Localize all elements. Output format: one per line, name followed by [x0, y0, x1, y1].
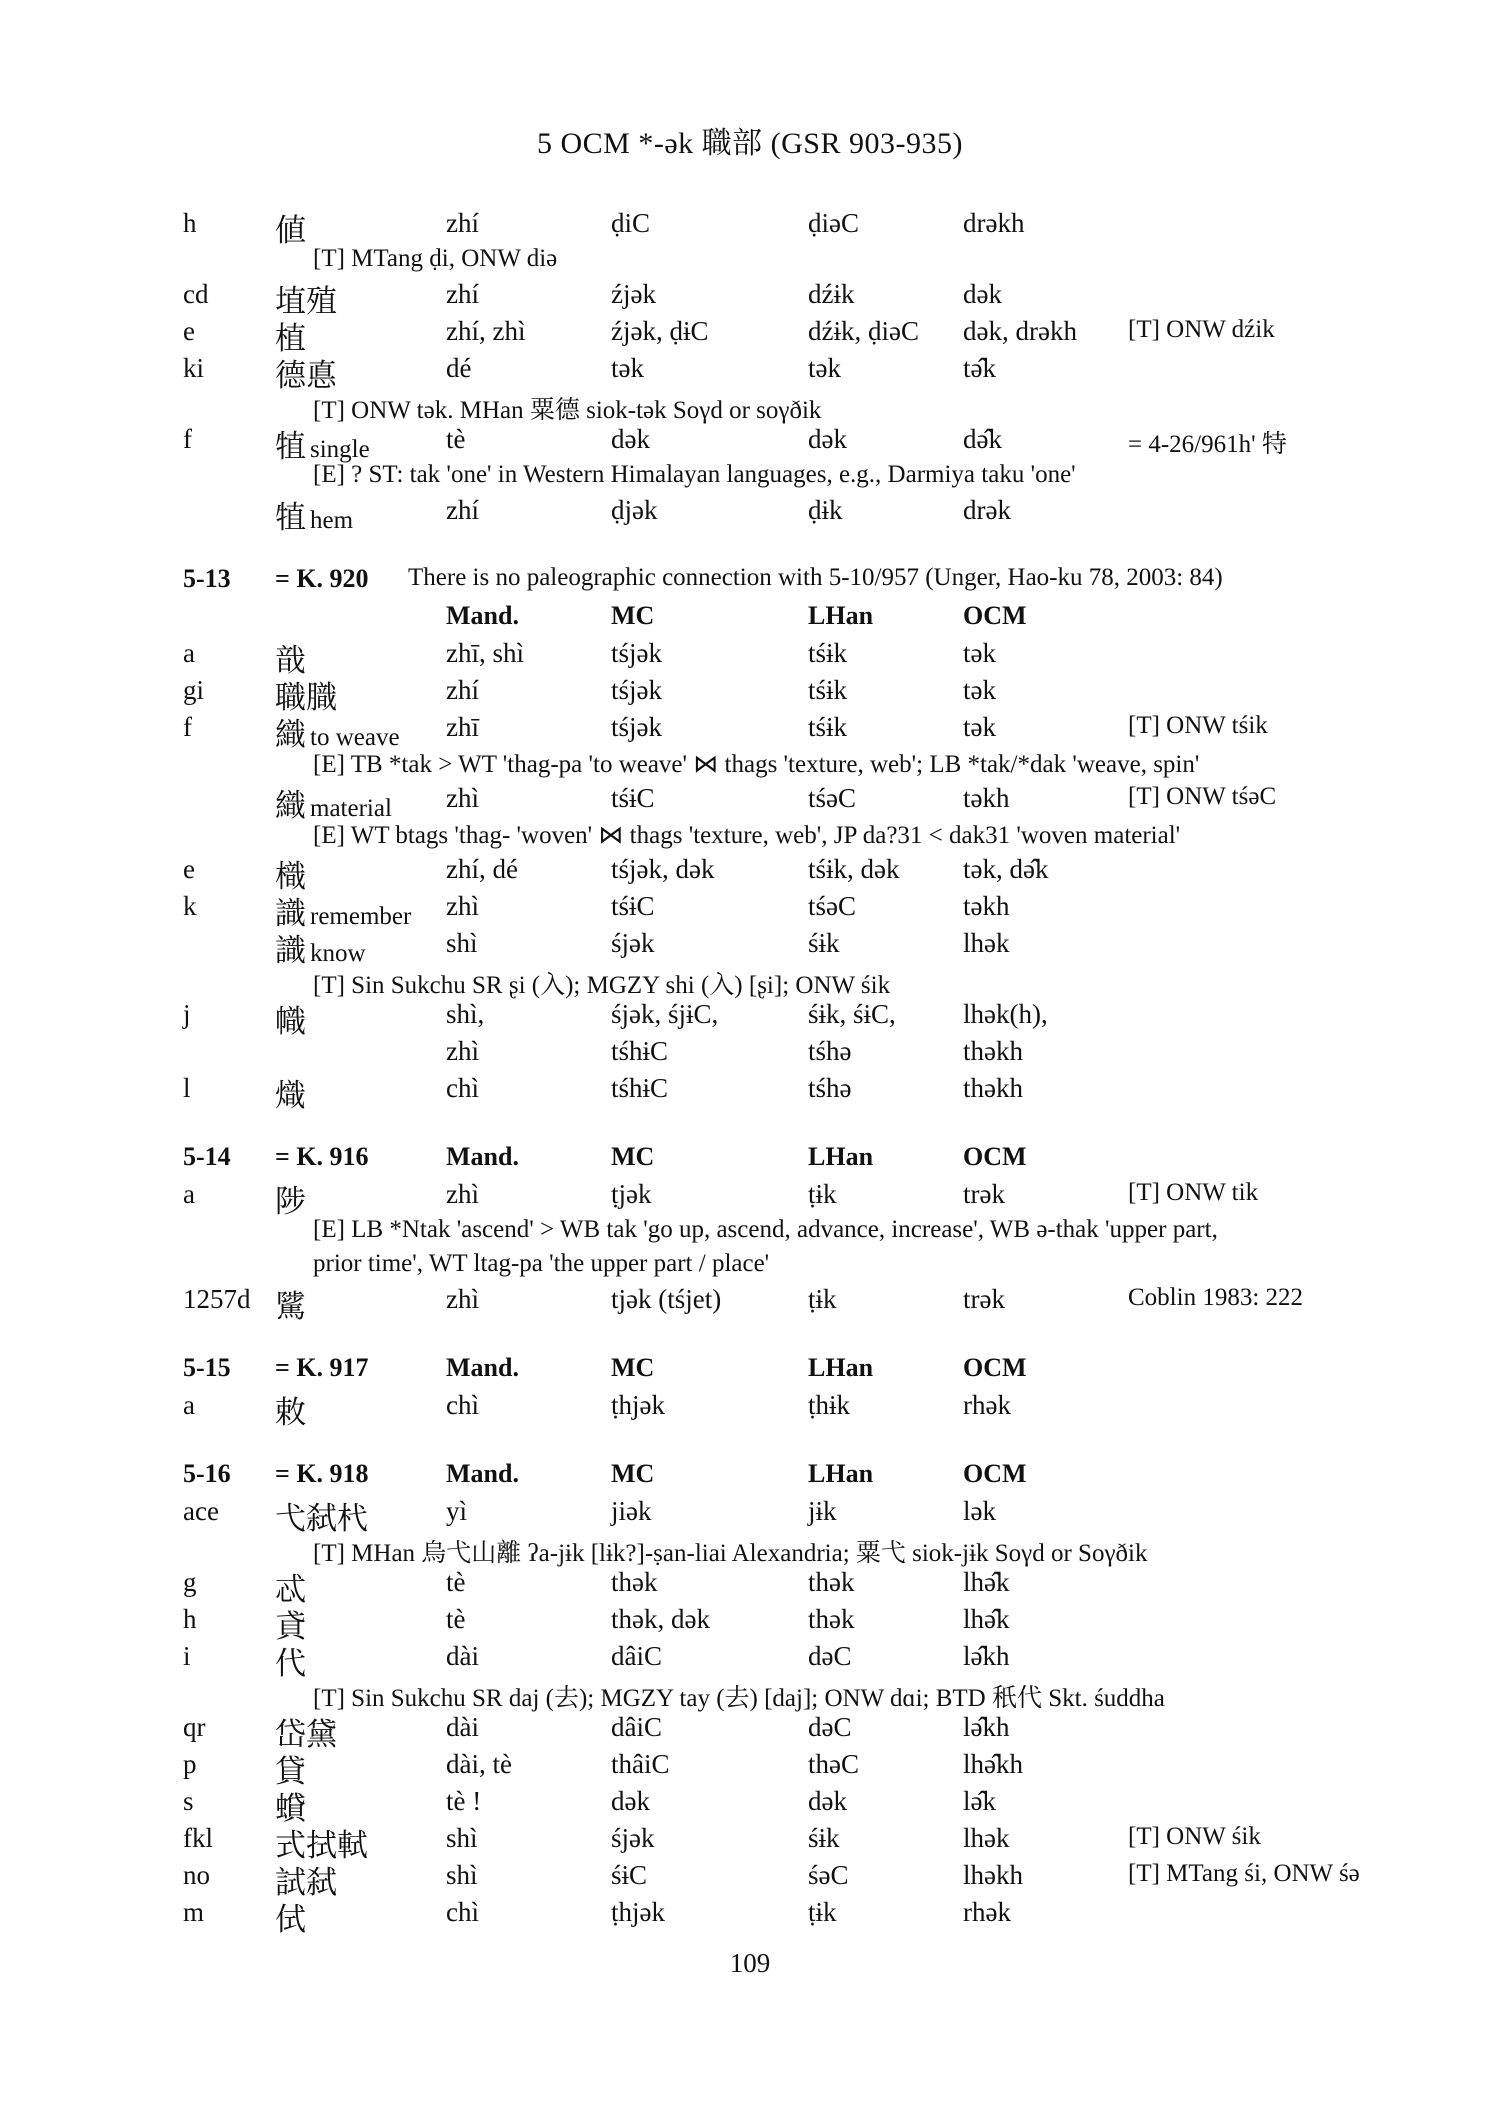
later-han-reading: dəC — [808, 1641, 852, 1671]
entry-row — [183, 316, 1353, 357]
old-chinese-reading: lhə̂k — [963, 1604, 1010, 1634]
entry-row — [183, 891, 1353, 932]
annotation-text: [E] LB *Ntak 'ascend' > WB tak 'go up, ascend, advance, increase', WB ə-thak 'upper part, — [313, 1216, 1218, 1243]
gloss: to weave — [310, 724, 400, 751]
entry-row — [183, 1712, 1353, 1753]
old-chinese-reading: dək, drəkh — [963, 316, 1077, 346]
section-header-row — [183, 1142, 1353, 1179]
chinese-characters: 貣 — [275, 1609, 306, 1645]
section-header-row — [183, 1459, 1353, 1496]
annotation-text: prior time', WT ltag-pa 'the upper part / place' — [313, 1250, 770, 1277]
middle-chinese-reading: śjək — [611, 1823, 655, 1853]
entry-row — [183, 1496, 1353, 1537]
mandarin-reading: zhí — [446, 675, 479, 705]
section-header-row — [183, 564, 1353, 601]
entry-row — [183, 495, 1353, 536]
side-note: = 4-26/961h' 特 — [1128, 431, 1287, 458]
karlgren-ref: = K. 916 — [275, 1142, 369, 1171]
chinese-characters: 識 remember — [275, 896, 412, 932]
mandarin-reading: zhí, zhì — [446, 316, 526, 346]
old-chinese-reading: trək — [963, 1179, 1005, 1209]
annotation-row — [183, 1216, 1353, 1250]
chinese-characters: 樴 — [275, 859, 306, 895]
mandarin-reading: zhì — [446, 891, 479, 921]
chinese-characters: 犆 single — [275, 429, 370, 465]
chinese-characters: 犆 hem — [275, 500, 354, 536]
old-chinese-reading: lhək(h), — [963, 999, 1048, 1029]
old-chinese-reading: lhə̂k — [963, 1567, 1010, 1597]
entry-key: 5-14 — [183, 1142, 231, 1171]
side-note: [T] ONW tśik — [1128, 712, 1268, 739]
old-chinese-reading: lhək — [963, 928, 1010, 958]
entry-key: 5-16 — [183, 1459, 231, 1488]
chinese-characters: 蟘 — [275, 1791, 306, 1827]
later-han-reading: śɨk — [808, 1823, 840, 1853]
old-chinese-reading: dək — [963, 279, 1002, 309]
middle-chinese-reading: dâiC — [611, 1641, 662, 1671]
chinese-characters: 識 know — [275, 933, 366, 969]
later-han-reading: LHan — [808, 1142, 874, 1171]
old-chinese-reading: lək — [963, 1496, 996, 1526]
old-chinese-reading: təkh — [963, 891, 1010, 921]
entry-key: s — [183, 1786, 194, 1816]
entry-row — [183, 1073, 1353, 1114]
chinese-characters: 敕 — [275, 1395, 306, 1431]
annotation-row — [183, 245, 1353, 279]
mandarin-reading: shì, — [446, 999, 485, 1029]
old-chinese-reading: lhəkh — [963, 1860, 1023, 1890]
middle-chinese-reading: MC — [611, 1142, 655, 1171]
entry-key: ki — [183, 353, 205, 383]
later-han-reading: thək — [808, 1604, 855, 1634]
old-chinese-reading: thəkh — [963, 1036, 1023, 1066]
entry-row — [183, 999, 1353, 1040]
old-chinese-reading: lə̂k — [963, 1786, 996, 1816]
mandarin-reading: chì — [446, 1390, 479, 1420]
side-note: [T] ONW tśəC — [1128, 783, 1277, 810]
middle-chinese-reading: źjək — [611, 279, 656, 309]
side-note: [T] ONW tik — [1128, 1179, 1259, 1206]
entry-key: j — [183, 999, 191, 1029]
later-han-reading: LHan — [808, 1353, 874, 1382]
side-note: Coblin 1983: 222 — [1128, 1284, 1304, 1311]
old-chinese-reading: tək — [963, 638, 996, 668]
chinese-characters: 騭 — [275, 1289, 306, 1325]
entry-row — [183, 279, 1353, 320]
later-han-reading: dəC — [808, 1712, 852, 1742]
later-han-reading: thək — [808, 1567, 855, 1597]
mandarin-reading: shì — [446, 1823, 478, 1853]
later-han-reading: tśɨk — [808, 712, 848, 742]
section-header-row — [183, 1353, 1353, 1390]
gloss: remember — [310, 903, 412, 930]
old-chinese-reading: tək — [963, 712, 996, 742]
entry-key: f — [183, 424, 192, 454]
chinese-characters: 職膱 — [275, 680, 337, 716]
side-note: [T] ONW dźik — [1128, 316, 1275, 343]
middle-chinese-reading: thâiC — [611, 1749, 670, 1779]
mandarin-reading: dài, tè — [446, 1749, 512, 1779]
mandarin-reading: zhí — [446, 495, 479, 525]
later-han-reading: tək — [808, 353, 841, 383]
later-han-reading: ḍɨk — [808, 495, 843, 525]
annotation-text: [E] ? ST: tak 'one' in Western Himalayan languages, e.g., Darmiya taku 'one' — [313, 461, 1076, 488]
old-chinese-reading: təkh — [963, 783, 1010, 813]
chinese-characters: 德悳 — [275, 358, 337, 394]
middle-chinese-reading: dâiC — [611, 1712, 662, 1742]
later-han-reading: ḍiəC — [808, 208, 859, 238]
later-han-reading: dək — [808, 1786, 847, 1816]
karlgren-ref: = K. 918 — [275, 1459, 369, 1488]
entry-row — [183, 712, 1353, 753]
old-chinese-reading: OCM — [963, 1459, 1027, 1488]
entry-row — [183, 424, 1353, 465]
entry-key: e — [183, 854, 195, 884]
mandarin-reading: zhì — [446, 783, 479, 813]
middle-chinese-reading: MC — [611, 1459, 655, 1488]
later-han-reading: thəC — [808, 1749, 859, 1779]
later-han-reading: ṭhɨk — [808, 1390, 851, 1420]
middle-chinese-reading: ṭhjək — [611, 1897, 665, 1927]
mandarin-reading: dài — [446, 1712, 479, 1742]
mandarin-reading: shì — [446, 928, 478, 958]
later-han-reading: ṭɨk — [808, 1179, 837, 1209]
middle-chinese-reading: tśjək, dək — [611, 854, 715, 884]
chinese-characters: 試弑 — [275, 1865, 337, 1901]
old-chinese-reading: tə̂k — [963, 353, 996, 383]
later-han-reading: tśɨk, dək — [808, 854, 900, 884]
mandarin-reading: chì — [446, 1073, 479, 1103]
entry-key: m — [183, 1897, 205, 1927]
chinese-characters: 熾 — [275, 1078, 306, 1114]
middle-chinese-reading: tjək (tśjet) — [611, 1284, 722, 1314]
middle-chinese-reading: tśhɨC — [611, 1073, 669, 1103]
annotation-row — [183, 820, 1353, 854]
entry-row — [183, 1786, 1353, 1827]
entry-row — [183, 1567, 1353, 1608]
middle-chinese-reading: jiək — [611, 1496, 652, 1526]
annotation-text: [T] MHan 烏弋山離 ʔa-jɨk [lɨk?]-ṣan-liai Alexandria; 粟弋 siok-jɨk Soγd or Soγðik — [313, 1540, 1148, 1567]
middle-chinese-reading: tśhɨC — [611, 1036, 669, 1066]
annotation-text: [T] Sin Sukchu SR daj (去); MGZY tay (去) [daj]; ONW dɑi; BTD 秖代 Skt. śuddha — [313, 1685, 1165, 1712]
later-han-reading: tśɨk — [808, 638, 848, 668]
entry-key: 5-13 — [183, 564, 231, 593]
entry-key: cd — [183, 279, 209, 309]
later-han-reading: śɨk — [808, 928, 840, 958]
entry-key: fkl — [183, 1823, 213, 1853]
chinese-characters: 織 material — [275, 788, 392, 824]
middle-chinese-reading: thək — [611, 1567, 658, 1597]
mandarin-reading: dài — [446, 1641, 479, 1671]
middle-chinese-reading: ṭhjək — [611, 1390, 665, 1420]
entry-key: 1257d — [183, 1284, 251, 1314]
annotation-row — [183, 1533, 1353, 1567]
karlgren-ref: = K. 917 — [275, 1353, 369, 1382]
middle-chinese-reading: MC — [611, 1353, 655, 1382]
annotation-text: [T] ONW tək. MHan 粟德 siok-tək Soγd or soγðik — [313, 397, 822, 424]
entry-row — [183, 1036, 1353, 1073]
mandarin-reading: zhí — [446, 279, 479, 309]
gloss: material — [310, 795, 392, 822]
chinese-characters: 貸 — [275, 1754, 306, 1790]
chinese-characters: 弋弑杙 — [275, 1501, 368, 1537]
entry-row — [183, 1179, 1353, 1220]
later-han-reading: dźɨk — [808, 279, 855, 309]
old-chinese-reading: trək — [963, 1284, 1005, 1314]
old-chinese-reading: OCM — [963, 601, 1027, 630]
mandarin-reading: zhī — [446, 712, 479, 742]
entry-key: f — [183, 712, 192, 742]
annotation-row — [183, 461, 1353, 495]
old-chinese-reading: tək — [963, 675, 996, 705]
old-chinese-reading: thəkh — [963, 1073, 1023, 1103]
middle-chinese-reading: tśjək — [611, 675, 662, 705]
mandarin-reading: tè — [446, 1604, 466, 1634]
middle-chinese-reading: tśɨC — [611, 783, 655, 813]
later-han-reading: ṭɨk — [808, 1897, 837, 1927]
mandarin-reading: yì — [446, 1496, 468, 1526]
entry-key: gi — [183, 675, 205, 705]
mandarin-reading: Mand. — [446, 1353, 519, 1382]
entry-row — [183, 638, 1353, 679]
entry-row — [183, 783, 1353, 824]
mandarin-reading: zhí, dé — [446, 854, 518, 884]
chinese-characters: 式拭軾 — [275, 1828, 368, 1864]
entry-row — [183, 1897, 1353, 1938]
chinese-characters: 埴殖 — [275, 284, 337, 320]
entry-key: no — [183, 1860, 210, 1890]
mandarin-reading: tè — [446, 1567, 466, 1597]
annotation-row — [183, 965, 1353, 999]
mandarin-reading: Mand. — [446, 601, 519, 630]
section-header-row — [183, 601, 1353, 638]
chinese-characters: 岱黛 — [275, 1717, 337, 1753]
mandarin-reading: shì — [446, 1860, 478, 1890]
entry-key: h — [183, 1604, 197, 1634]
entry-key: p — [183, 1749, 197, 1779]
entry-key: l — [183, 1073, 191, 1103]
old-chinese-reading: lhə̂kh — [963, 1749, 1023, 1779]
mandarin-reading: tè — [446, 424, 466, 454]
old-chinese-reading: lə̂kh — [963, 1712, 1010, 1742]
side-note: [T] ONW śik — [1128, 1823, 1261, 1850]
old-chinese-reading: rhək — [963, 1390, 1011, 1420]
annotation-text: [E] TB *tak > WT 'thag-pa 'to weave' ⋈ thags 'texture, web'; LB *tak/*dak 'weave, spin' — [313, 751, 1200, 778]
middle-chinese-reading: śɨC — [611, 1860, 648, 1890]
entry-row — [183, 928, 1353, 969]
entry-key: 5-15 — [183, 1353, 231, 1382]
middle-chinese-reading: ḍiC — [611, 208, 651, 238]
mandarin-reading: zhí — [446, 208, 479, 238]
dictionary-entries — [183, 208, 1360, 1938]
later-han-reading: tśhə — [808, 1036, 852, 1066]
later-han-reading: jɨk — [808, 1496, 837, 1526]
mandarin-reading: tè ! — [446, 1786, 482, 1816]
entry-key: a — [183, 1390, 195, 1420]
middle-chinese-reading: źjək, ḍɨC — [611, 316, 709, 346]
middle-chinese-reading: MC — [611, 601, 655, 630]
entry-key: qr — [183, 1712, 206, 1742]
mandarin-reading: dé — [446, 353, 472, 383]
entry-key: h — [183, 208, 197, 238]
entry-row — [183, 1860, 1360, 1901]
entry-row — [183, 1823, 1353, 1864]
old-chinese-reading: OCM — [963, 1353, 1027, 1382]
old-chinese-reading: tək, də̂k — [963, 854, 1049, 884]
gloss: hem — [310, 507, 354, 534]
karlgren-ref: = K. 920 — [275, 564, 369, 593]
old-chinese-reading: də̂k — [963, 424, 1002, 454]
mandarin-reading: zhì — [446, 1179, 479, 1209]
later-han-reading: tśhə — [808, 1073, 852, 1103]
later-han-reading: dźɨk, ḍiəC — [808, 316, 919, 346]
entry-row — [183, 1604, 1353, 1645]
old-chinese-reading: drəkh — [963, 208, 1025, 238]
mandarin-reading: zhì — [446, 1284, 479, 1314]
chinese-characters: 陟 — [275, 1184, 306, 1220]
later-han-reading: tśəC — [808, 783, 857, 813]
old-chinese-reading: drək — [963, 495, 1011, 525]
mandarin-reading: Mand. — [446, 1459, 519, 1488]
entry-key: ace — [183, 1496, 219, 1526]
entry-row — [183, 353, 1353, 394]
annotation-row — [183, 390, 1353, 424]
mandarin-reading: Mand. — [446, 1142, 519, 1171]
chinese-characters: 代 — [275, 1646, 306, 1682]
later-han-reading: śəC — [808, 1860, 849, 1890]
entry-key: g — [183, 1567, 197, 1597]
entry-row — [183, 675, 1353, 716]
mandarin-reading: chì — [446, 1897, 479, 1927]
later-han-reading: ṭɨk — [808, 1284, 837, 1314]
entry-row — [183, 1641, 1353, 1682]
annotation-text: [T] Sin Sukchu SR ʂi (入); MGZY shi (入) [ʂi]; ONW śik — [313, 972, 891, 999]
middle-chinese-reading: dək — [611, 424, 650, 454]
entry-row — [183, 1284, 1353, 1325]
chinese-characters: 織 to weave — [275, 717, 400, 753]
chinese-characters: 戠 — [275, 643, 306, 679]
old-chinese-reading: lhək — [963, 1823, 1010, 1853]
middle-chinese-reading: tśjək — [611, 638, 662, 668]
later-han-reading: tśəC — [808, 891, 857, 921]
entry-key: a — [183, 1179, 195, 1209]
entry-key: a — [183, 638, 195, 668]
middle-chinese-reading: śjək — [611, 928, 655, 958]
middle-chinese-reading: śjək, śjɨC, — [611, 999, 719, 1029]
chinese-characters: 忒 — [275, 1572, 306, 1608]
entry-row — [183, 1390, 1353, 1431]
annotation-row — [183, 1678, 1353, 1712]
chinese-characters: 値 — [275, 213, 306, 249]
middle-chinese-reading: ṭjək — [611, 1179, 652, 1209]
later-han-reading: tśɨk — [808, 675, 848, 705]
middle-chinese-reading: dək — [611, 1786, 650, 1816]
annotation-row — [183, 1250, 1353, 1284]
page-number: 109 — [729, 1948, 771, 1978]
mandarin-reading: zhī, shì — [446, 638, 524, 668]
middle-chinese-reading: thək, dək — [611, 1604, 710, 1634]
later-han-reading: LHan — [808, 1459, 874, 1488]
middle-chinese-reading: tśjək — [611, 712, 662, 742]
entry-key: e — [183, 316, 195, 346]
entry-key: k — [183, 891, 197, 921]
old-chinese-reading: lə̂kh — [963, 1641, 1010, 1671]
middle-chinese-reading: tśɨC — [611, 891, 655, 921]
old-chinese-reading: OCM — [963, 1142, 1027, 1171]
middle-chinese-reading: ḍjək — [611, 495, 658, 525]
chinese-characters: 幟 — [275, 1004, 306, 1040]
annotation-text: [T] MTang ḍi, ONW diə — [313, 245, 558, 272]
chinese-characters: 侙 — [275, 1902, 306, 1938]
annotation-row — [183, 749, 1353, 783]
middle-chinese-reading: tək — [611, 353, 644, 383]
later-han-reading: LHan — [808, 601, 874, 630]
section-note: There is no paleographic connection with 5-10/957 (Unger, Hao-ku 78, 2003: 84) — [408, 564, 1223, 591]
annotation-text: [E] WT btags 'thag- 'woven' ⋈ thags 'texture, web', JP da?31 < dak31 'woven material' — [313, 822, 1181, 849]
gloss: single — [310, 436, 370, 463]
entry-key: i — [183, 1641, 191, 1671]
gloss: know — [310, 940, 366, 967]
side-note: [T] MTang śi, ONW śə — [1128, 1860, 1360, 1887]
entry-row — [183, 854, 1353, 895]
later-han-reading: dək — [808, 424, 847, 454]
later-han-reading: śɨk, śɨC, — [808, 999, 896, 1029]
chinese-characters: 植 — [275, 321, 306, 357]
old-chinese-reading: rhək — [963, 1897, 1011, 1927]
entry-row — [183, 1749, 1353, 1790]
mandarin-reading: zhì — [446, 1036, 479, 1066]
page-header: 5 OCM *-ək 職部 (GSR 903-935) — [537, 127, 963, 160]
entry-row — [183, 208, 1353, 249]
